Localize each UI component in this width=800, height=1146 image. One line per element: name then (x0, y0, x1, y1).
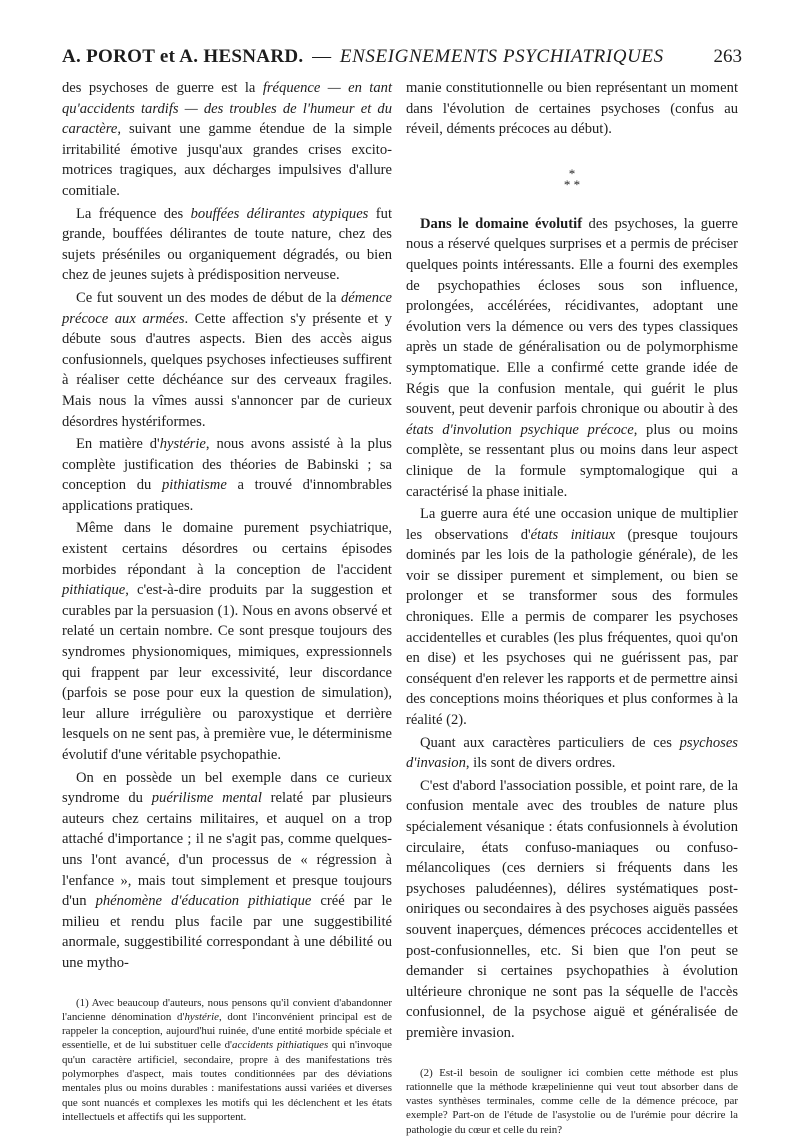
paragraph: C'est d'abord l'association possible, et point rare, de la confusion mentale avec des troubles de nature plus spécialement vésanique : états confusionnels à évolution circulaire, états confuso-maniaques ou confuso-mélancoliques (ces derniers si fréquents dans les psychoses paludéennes), délires systématiques post-oniriques ou secondaires à des psychoses aiguës passées souvent inaperçues, démences précoces accidentelles et post-confusionnelles, etc. Si bien que l'on peut se demander si certaines psychopathies à évolution ultérieure chronique ne sont pas la séquelle de l'accès confusionnel, de la psychose aiguë et généralisée de première invasion. (406, 777, 738, 1041)
running-head (62, 44, 742, 70)
paragraph: des psychoses de guerre est la fréquence — en tant qu'accidents tardifs — des troubles de l'humeur et du caractère, suivant une gamme étendue de la simple irritabilité émotive jusqu'aux grandes crises excito-motrices tragiques, aux décharges impulsives d'allure comitiale. (62, 80, 392, 199)
paragraph: Ce fut souvent un des modes de début de la démence précoce aux armées. Cette affection s'y présente et y débute sous d'autres aspects. Bien des accès aigus confusionnels, quelques psychoses infectieuses suffirent à réaliser cette déchéance sur des cerveaux fragiles. Mais nous la vîmes aussi s'annoncer par de curieux désordres hystériformes. (62, 289, 392, 430)
paragraph: Dans le domaine évolutif des psychoses, la guerre nous a réservé quelques surprises et a permis de préciser quelques points intéressants. Elle a fourni des exemples de psychopathies écloses sous son influence, prolongées, accélérées, récidivantes, adoptant une évolution vers la démence ou vers des types classiques après un stade de généralisation ou de polymorphisme symptomatique. Elle a confirmé cette grande idée de Régis que la confusion mentale, qui guérit le plus souvent, peut devenir parfois chronique ou aboutir à des états d'involution psychique précoce, plus ou moins complète, se ressentant plus ou moins dans leur aspect clinique de la formule symptomalogique qui a caractérisé la phase initiale. (406, 215, 738, 500)
left-column (62, 78, 392, 1124)
paragraph: Quant aux caractères particuliers de ces psychoses d'invasion, ils sont de divers ordres. (406, 734, 738, 772)
paragraph: En matière d'hystérie, nous avons assisté à la plus complète justification des théories de Babinski ; sa conception du pithiatisme a trouvé d'innombrables applications pratiques. (62, 436, 392, 514)
paragraph: La fréquence des bouffées délirantes atypiques fut grande, bouffées délirantes de toute nature, chez des sujets préséniles ou organiquement dégradés, ou bien chez de jeunes sujets à prédisposition nerveuse. (62, 205, 392, 284)
right-column (406, 78, 738, 1137)
footnotes (406, 1066, 738, 1137)
paragraph: Même dans le domaine purement psychiatrique, existent certains désordres ou certains épisodes morbides répondant à la conception de l'accident pithiatique, c'est-à-dire produits par la suggestion et curables par la persuasion (1). Nous en avons observé et relaté un certain nombre. Ce sont presque toujours des syndromes physionomiques, mimiques, expressionnels qui frappent par leur excessivité, leur discordance (parfois se pose pour eux la question de simulation), leur allure irrégulière ou paroxystique et derrière lesquels on ne sent pas, à première vue, le déterminisme évolutif d'une véritable psychopathie. (62, 520, 392, 763)
section-asterism: * * * (563, 165, 581, 192)
header-title: ENSEIGNEMENTS PSYCHIATRIQUES (339, 46, 664, 67)
paragraph: On en possède un bel exemple dans ce curieux syndrome du puérilisme mental relaté par plusieurs auteurs chez certains militaires, et auquel on a trop attaché d'importance ; il ne s'agit pas, comme quelques-uns l'ont avancé, d'un processus de « régression à l'enfance », mais tout simplement et presque toujours d'un phénomène d'éducation pithiatique créé par le milieu et rendu plus facile par une suggestibilité anormale, suggestibilité correspondant à une débilité ou une mytho- (62, 769, 392, 971)
footnote-1: (1) Avec beaucoup d'auteurs, nous pensons qu'il convient d'abandonner l'ancienne dénomination d'hystérie, dont l'inconvénient principal est de rappeler la conception, aujourd'hui ruinée, d'une entité morbide spéciale et essentielle, et de lui substituer celle d'accidents pithiatiques qui n'invoque qu'un caractère artificiel, secondaire, propre à des manifestations très polymorphes d'aspect, mais toutes conditionnées par des déviations mentales plus ou moins durables : manifestations aussi variées et diverses que sont nuancés et complexes les motifs qui les déclenchent et les états intellectuels et affectifs qui les supportent. (62, 996, 393, 1123)
page-number: 263 (713, 46, 742, 67)
footnotes (62, 996, 392, 1125)
header-authors: A. POROT et A. HESNARD. (62, 46, 304, 67)
footnote-2: (2) Est-il besoin de souligner ici combien cette méthode est plus rationnelle que la méthode kræpelinienne qui veut tout absorber dans de vastes synthèses terminales, comme celle de la démence précoce, par exemple? Part-on de l'étude de l'asystolie ou de l'urémie pour décrire la pathologie du cœur et celle du rein? (406, 1066, 738, 1136)
header-dash: — (312, 46, 332, 67)
paragraph: La guerre aura été une occasion unique de multiplier les observations d'états initiaux (presque toujours dominés par les lois de la pathologie générale), de les voir se dissiper purement et simplement, ou bien se prolonger et se transformer sous des formules chroniques. Elle a permis de comparer les psychoses accidentelles et curables (les plus fréquentes, quoi qu'on en dise) et les psychoses qui ne guérissent pas, par conséquent d'en relever les rapports et de permettre ainsi des conceptions moins théoriques et plus conformes à la réalité (2). (406, 506, 738, 729)
paragraph: manie constitutionnelle ou bien représentant un moment dans l'évolution de certaines psychoses (confus au réveil, déments précoces au début). (406, 80, 738, 138)
